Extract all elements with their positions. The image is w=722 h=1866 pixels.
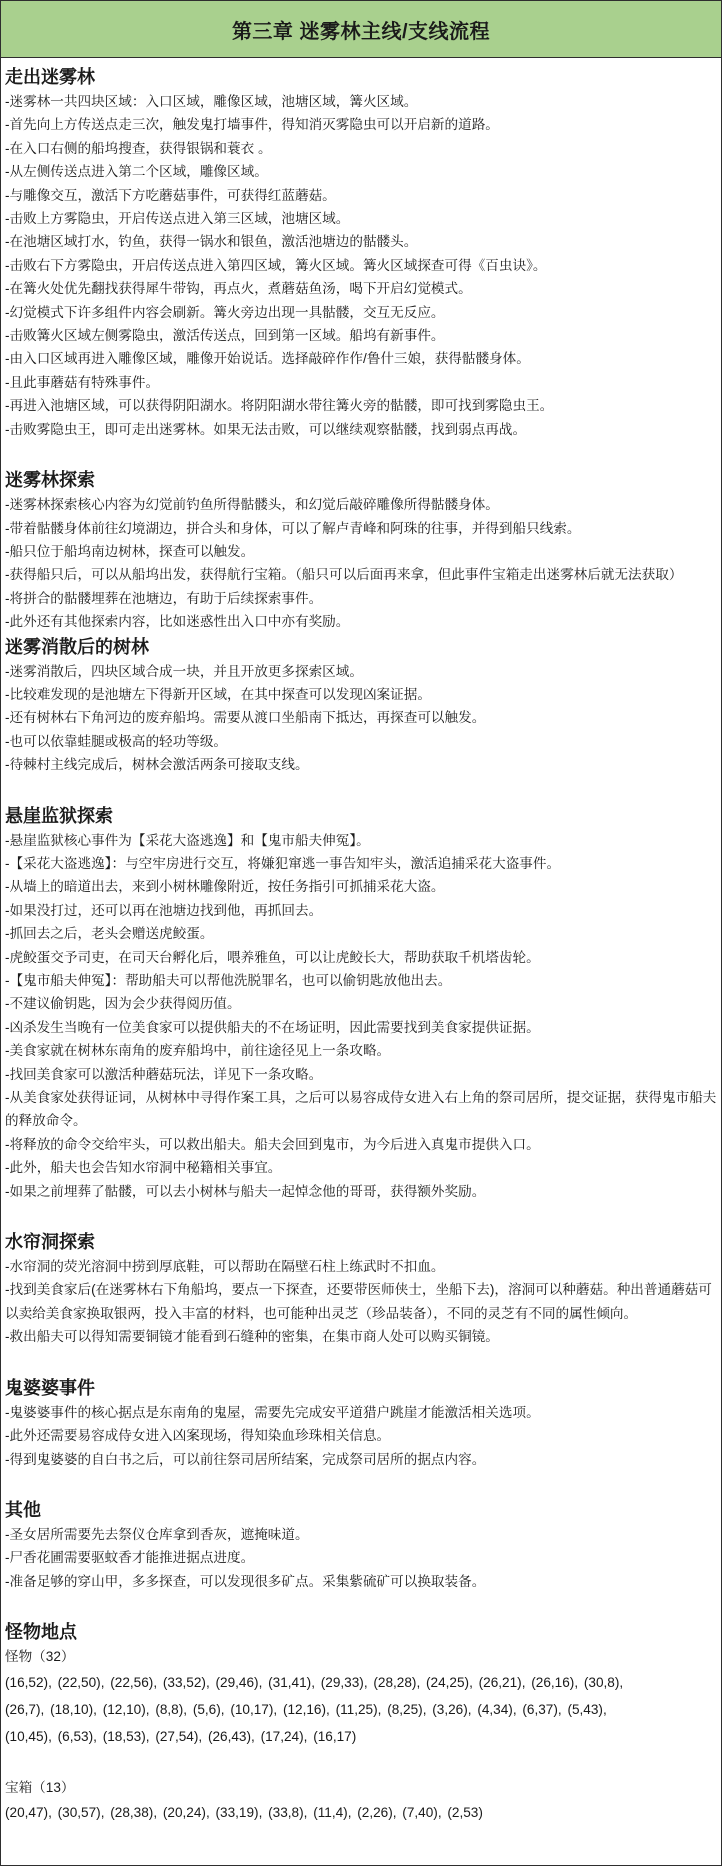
section-heading: 走出迷雾林 (5, 67, 95, 87)
section-heading: 鬼婆婆事件 (5, 1377, 95, 1398)
text-line: -从美食家处获得证词，从树林中寻得作案工具，之后可以易容成侍女进入右上角的祭司居所，提交证据，获得鬼市船夫的释放命令。 (5, 1090, 717, 1129)
section-heading: 其他 (5, 1499, 41, 1520)
text-line: -鬼婆婆事件的核心据点是东南角的鬼屋，需要先完成安平道猎户跳崖才能激活相关选项。 (5, 1404, 540, 1420)
text-line: -如果之前埋葬了骷髅，可以去小树林与船夫一起悼念他的哥哥，获得额外奖励。 (5, 1183, 486, 1199)
section-forest-exploration (5, 467, 717, 633)
text-line: -不建议偷钥匙，因为会少获得阅历值。 (5, 996, 241, 1012)
text-line: -且此事蘑菇有特殊事件。 (5, 374, 160, 390)
document-body (1, 58, 721, 1826)
text-line: -击败篝火区域左侧雾隐虫，激活传送点，回到第一区域。船坞有新事件。 (5, 328, 445, 344)
text-line: -【鬼市船夫伸冤】：帮助船夫可以帮他洗脱罪名，也可以偷钥匙放他出去。 (5, 973, 452, 988)
text-line: -击败雾隐虫王，即可走出迷雾林。如果无法击败，可以继续观察骷髅，找到弱点再战。 (5, 421, 527, 437)
text-line: -从左侧传送点进入第二个区域，雕像区域。 (5, 164, 268, 180)
text-line: -获得船只后，可以从船坞出发，获得航行宝箱。（船只可以后面再来拿，但此事件宝箱走出迷雾林后就无法获取） (5, 567, 683, 583)
text-line: -找回美食家可以激活种蘑菇玩法，详见下一条攻略。 (5, 1066, 323, 1082)
monster-coords-line: (10,45), (6,53), (18,53), (27,54), (26,43), (17,24), (16,17) (5, 1728, 357, 1744)
text-line: -此外，船夫也会告知水帘洞中秘籍相关事宜。 (5, 1160, 282, 1176)
monsters-label: 怪物（32） (5, 1649, 75, 1665)
text-line: -再进入池塘区域，可以获得阴阳湖水。将阴阳湖水带往篝火旁的骷髅，即可找到雾隐虫王。 (5, 398, 554, 414)
text-line: -圣女居所需要先去祭仪仓库拿到香灰，遮掩味道。 (5, 1526, 309, 1542)
text-line: -美食家就在树林东南角的废弃船坞中，前往途径见上一条攻略。 (5, 1043, 391, 1059)
text-line: -与雕像交互，激活下方吃蘑菇事件，可获得红蓝蘑菇。 (5, 187, 336, 203)
text-line: -得到鬼婆婆的自白书之后，可以前往祭司居所结案，完成祭司居所的据点内容。 (5, 1451, 486, 1467)
text-line: -在篝火处优先翻找获得犀牛带钩，再点火，煮蘑菇鱼汤，喝下开启幻觉模式。 (5, 281, 472, 297)
page-title: 第三章 迷雾林主线/支线流程 (1, 1, 721, 58)
section-monster-locations (5, 1619, 717, 1826)
section-heading: 水帘洞探索 (5, 1232, 95, 1253)
text-line: -船只位于船坞南边树林，探查可以触发。 (5, 543, 255, 559)
section-heading: 迷雾林探索 (5, 470, 95, 491)
text-line: -迷雾林一共四块区域：入口区域，雕像区域，池塘区域，篝火区域。 (5, 94, 418, 109)
text-line: -此外还需要易容成侍女进入凶案现场，得知染血珍珠相关信息。 (5, 1428, 391, 1444)
text-line: -在入口右侧的船坞搜查，获得银锅和蓑衣 。 (5, 140, 272, 156)
text-line: -将释放的命令交给牢头，可以救出船夫。船夫会回到鬼市，为今后进入真鬼市提供入口。 (5, 1136, 540, 1152)
chests-label: 宝箱（13） (5, 1779, 75, 1795)
section-heading: 悬崖监狱探索 (5, 805, 113, 826)
text-line: -抓回去之后，老头会赠送虎鲛蛋。 (5, 926, 214, 942)
text-line: -待棘村主线完成后，树林会激活两条可接取支线。 (5, 757, 309, 773)
text-line: -由入口区域再进入雕像区域，雕像开始说话。选择敲碎作作/鲁什三娘，获得骷髅身体。 (5, 351, 530, 367)
text-line: -也可以依靠蛙腿或极高的轻功等级。 (5, 733, 228, 749)
text-line: -凶杀发生当晚有一位美食家可以提供船夫的不在场证明，因此需要找到美食家提供证据。 (5, 1019, 540, 1035)
monster-coords-line: (16,52), (22,50), (22,56), (33,52), (29,46), (31,41), (29,33), (28,28), (24,25), (26,21), (26,16), (30,8), (5, 1674, 624, 1690)
text-line: -还有树林右下角河边的废弃船坞。需要从渡口坐船南下抵达，再探查可以触发。 (5, 710, 486, 726)
text-line: -比较难发现的是池塘左下得新开区域，在其中探查可以发现凶案证据。 (5, 686, 431, 702)
text-line: -迷雾消散后，四块区域合成一块，并且开放更多探索区域。 (5, 663, 363, 679)
text-line: -在池塘区域打水，钓鱼，获得一锅水和银鱼，激活池塘边的骷髅头。 (5, 234, 418, 250)
text-line: -如果没打过，还可以再在池塘边找到他，再抓回去。 (5, 902, 323, 918)
section-other (5, 1497, 717, 1593)
text-line: -将拼合的骷髅埋葬在池塘边，有助于后续探索事件。 (5, 590, 323, 606)
section-heading: 怪物地点 (5, 1622, 77, 1643)
section-ghost-granny (5, 1375, 717, 1471)
text-line: -幻觉模式下许多组件内容会刷新。篝火旁边出现一具骷髅，交互无反应。 (5, 304, 445, 320)
text-line: -虎鲛蛋交予司吏，在司天台孵化后，喂养雅鱼，可以让虎鲛长大，帮助获取千机塔齿轮。 (5, 949, 540, 965)
text-line: -带着骷髅身体前往幻境湖边，拼合头和身体，可以了解卢青峰和阿珠的往事，并得到船只线索。 (5, 520, 581, 536)
text-line: -击败右下方雾隐虫，开启传送点进入第四区域，篝火区域。篝火区域探查可得《百虫诀》。 (5, 257, 547, 273)
text-line: -救出船夫可以得知需要铜镜才能看到石缝种的密集，在集市商人处可以购买铜镜。 (5, 1329, 499, 1345)
text-line: -悬崖监狱核心事件为【采花大盗逃逸】和【鬼市船夫伸冤】。 (5, 832, 370, 848)
text-line: -迷雾林探索核心内容为幻觉前钓鱼所得骷髅头，和幻觉后敲碎雕像所得骷髅身体。 (5, 497, 499, 513)
section-cliff-prison (5, 803, 717, 1204)
section-heading: 迷雾消散后的树林 (5, 636, 149, 657)
section-waterfall-cave (5, 1229, 717, 1349)
text-line: -尸香花圃需要驱蚊香才能推进据点进度。 (5, 1550, 255, 1566)
chest-coords-line: (20,47), (30,57), (28,38), (20,24), (33,19), (33,8), (11,4), (2,26), (7,40), (2,53) (5, 1804, 483, 1820)
text-line: -首先向上方传送点走三次，触发鬼打墙事件，得知消灭雾隐虫可以开启新的道路。 (5, 117, 499, 133)
text-line: -水帘洞的荧光溶洞中捞到厚底鞋，可以帮助在隔壁石柱上练武时不扣血。 (5, 1259, 445, 1275)
text-line: -从墙上的暗道出去，来到小树林雕像附近，按任务指引可抓捕采花大盗。 (5, 879, 445, 895)
section-exit-forest (5, 64, 717, 441)
monster-coords-line: (26,7), (18,10), (12,10), (8,8), (5,6), (10,17), (12,16), (11,25), (8,25), (3,26), (4,34), (6,37), (5,43), (5, 1701, 607, 1717)
text-line: -击败上方雾隐虫，开启传送点进入第三区域，池塘区域。 (5, 211, 350, 227)
section-forest-after-fog (5, 634, 717, 777)
text-line: -准备足够的穿山甲，多多探查，可以发现很多矿点。采集紫硫矿可以换取装备。 (5, 1573, 486, 1589)
text-line: -【采花大盗逃逸】：与空牢房进行交互，将嫌犯窜逃一事告知牢头，激活追捕采花大盗事件。 (5, 855, 561, 871)
text-line: -找到美食家后(在迷雾林右下角船坞，要点一下探查，还要带医师侠士，坐船下去)，溶洞可以种蘑菇。种出普通蘑菇可以卖给美食家换取银两，投入丰富的材料，也可能种出灵芝（珍品装备），不同的灵芝有不同的属性倾向。 (5, 1282, 712, 1321)
text-line: -此外还有其他探索内容，比如迷惑性出入口中亦有奖励。 (5, 614, 350, 630)
